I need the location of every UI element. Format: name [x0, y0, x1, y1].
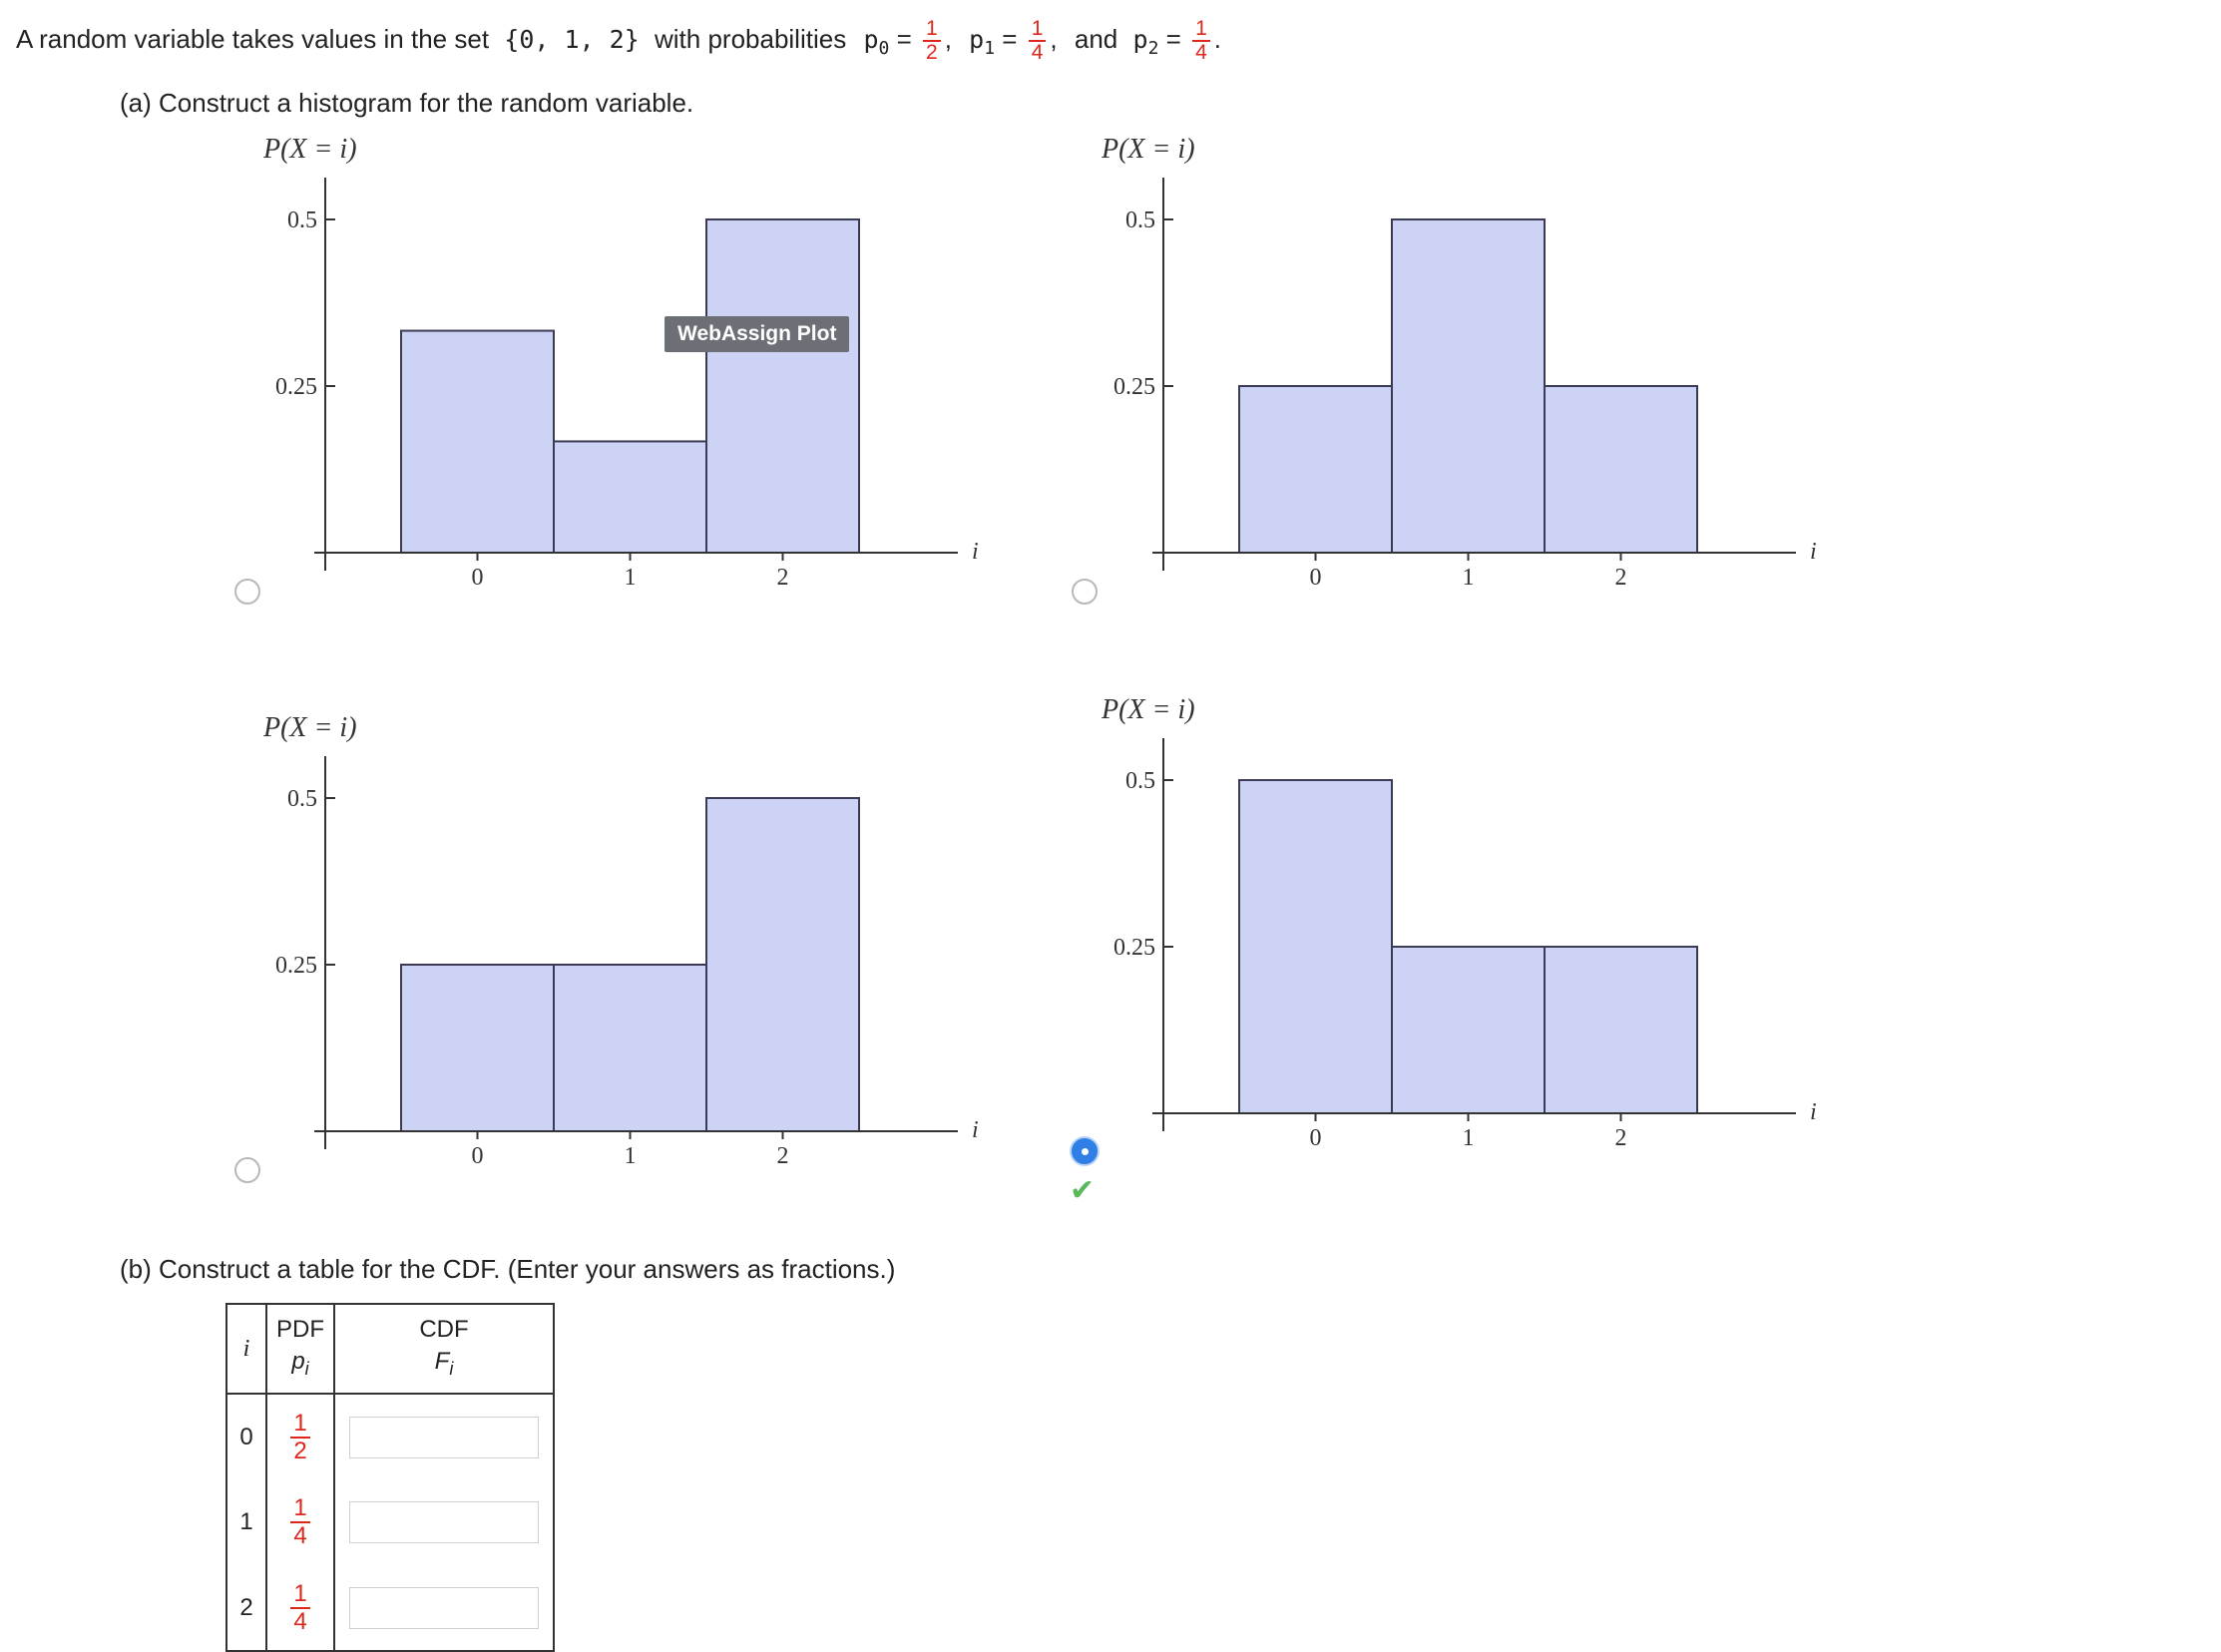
row-i: 0 [226, 1394, 266, 1479]
x-tick-label: 0 [471, 1143, 484, 1169]
cdf-sub: i [449, 1358, 454, 1379]
y-axis-label: P(X = i) [1102, 694, 1195, 725]
histogram-bar [554, 965, 706, 1131]
p0-den: 2 [926, 41, 938, 65]
and-text: and [1074, 24, 1118, 54]
x-tick-label: 1 [1462, 565, 1475, 591]
histogram-bar [401, 331, 554, 553]
period: . [1213, 24, 1221, 54]
header-i: i [226, 1304, 266, 1394]
header-cdf [334, 1304, 554, 1394]
correct-check-icon: ✔ [1070, 1173, 1096, 1208]
p0-num: 1 [923, 18, 941, 42]
pdf-label: PDF [276, 1315, 324, 1343]
x-tick-label: 0 [1309, 1125, 1322, 1151]
option-4-radio[interactable] [1072, 1138, 1098, 1164]
table-row [226, 1479, 554, 1565]
x-tick-label: 1 [624, 1143, 637, 1169]
y-tick-label: 0.25 [275, 953, 317, 979]
x-tick-label: 2 [1614, 1125, 1627, 1151]
y-tick-label: 0.5 [1125, 207, 1155, 233]
option-3-radio[interactable] [234, 1157, 260, 1183]
eq-sign: = [1165, 24, 1181, 54]
row-i: 2 [226, 1565, 266, 1651]
p0-symbol: p [863, 25, 879, 54]
histogram-bar [1545, 386, 1697, 553]
x-tick-label: 1 [1462, 1125, 1475, 1151]
x-tick-label: 1 [624, 565, 637, 591]
x-axis-label: i [1810, 1099, 1817, 1125]
y-axis-label: P(X = i) [1102, 134, 1195, 165]
p1-sub: 1 [984, 38, 996, 59]
question-intro: A random variable takes values in the set [16, 24, 490, 54]
histogram-bar [706, 798, 859, 1131]
pdf-sub: i [304, 1358, 309, 1379]
x-tick-label: 0 [471, 565, 484, 591]
p2-den: 4 [1195, 41, 1207, 65]
y-axis-label: P(X = i) [263, 712, 357, 743]
histogram-bar [554, 441, 706, 553]
y-tick-label: 0.5 [287, 207, 317, 233]
histogram-bar [706, 219, 859, 553]
eq-sign: = [896, 24, 912, 54]
cdf-label: CDF [419, 1315, 469, 1343]
p1-num: 1 [1029, 18, 1047, 42]
pdf-symbol: p [291, 1347, 305, 1375]
option-2-radio[interactable] [1072, 579, 1098, 605]
p2-num: 1 [1192, 18, 1210, 42]
y-axis-label: P(X = i) [263, 134, 357, 165]
comma: , [1050, 24, 1058, 54]
cdf-input-0[interactable] [349, 1417, 539, 1458]
header-pdf [266, 1304, 334, 1394]
cdf-table [225, 1303, 555, 1652]
part-b-prompt: (b) Construct a table for the CDF. (Enter your answers as fractions.) [120, 1254, 896, 1284]
p1-den: 4 [1031, 41, 1044, 65]
x-axis-label: i [972, 1117, 979, 1143]
comma: , [944, 24, 952, 54]
x-axis-label: i [972, 539, 979, 565]
cdf-input-1[interactable] [349, 1501, 539, 1543]
cdf-symbol: F [434, 1347, 450, 1375]
table-row [226, 1394, 554, 1479]
pdf-fraction: $\frac{1}{4}$ [290, 1581, 309, 1635]
webassign-plot-tooltip: WebAssign Plot [665, 316, 849, 352]
p0-sub: 0 [878, 38, 890, 59]
histogram-bar [1239, 780, 1392, 1113]
histogram-bar [1392, 947, 1545, 1113]
row-i: 1 [226, 1479, 266, 1565]
histogram-bar [1392, 219, 1545, 553]
x-axis-label: i [1810, 539, 1817, 565]
y-tick-label: 0.25 [1113, 935, 1155, 961]
p2-symbol: p [1132, 25, 1148, 54]
pdf-fraction: $\frac{1}{2}$ [290, 1411, 309, 1464]
eq-sign: = [1002, 24, 1018, 54]
x-tick-label: 2 [776, 565, 789, 591]
y-tick-label: 0.5 [287, 786, 317, 812]
p2-sub: 2 [1147, 38, 1159, 59]
histogram-bar [1545, 947, 1697, 1113]
x-tick-label: 2 [776, 1143, 789, 1169]
x-tick-label: 2 [1614, 565, 1627, 591]
histogram-bar [401, 965, 554, 1131]
cdf-input-2[interactable] [349, 1587, 539, 1629]
pdf-fraction: $\frac{1}{4}$ [290, 1495, 309, 1549]
table-row [226, 1565, 554, 1651]
y-tick-label: 0.5 [1125, 768, 1155, 794]
y-tick-label: 0.25 [275, 374, 317, 400]
y-tick-label: 0.25 [1113, 374, 1155, 400]
histogram-bar [1239, 386, 1392, 553]
question-with-probs: with probabilities [654, 24, 847, 54]
option-1-radio[interactable] [234, 579, 260, 605]
p1-symbol: p [969, 25, 985, 54]
value-set: {0, 1, 2} [504, 25, 640, 54]
x-tick-label: 0 [1309, 565, 1322, 591]
part-a-prompt: (a) Construct a histogram for the random variable. [120, 88, 694, 118]
